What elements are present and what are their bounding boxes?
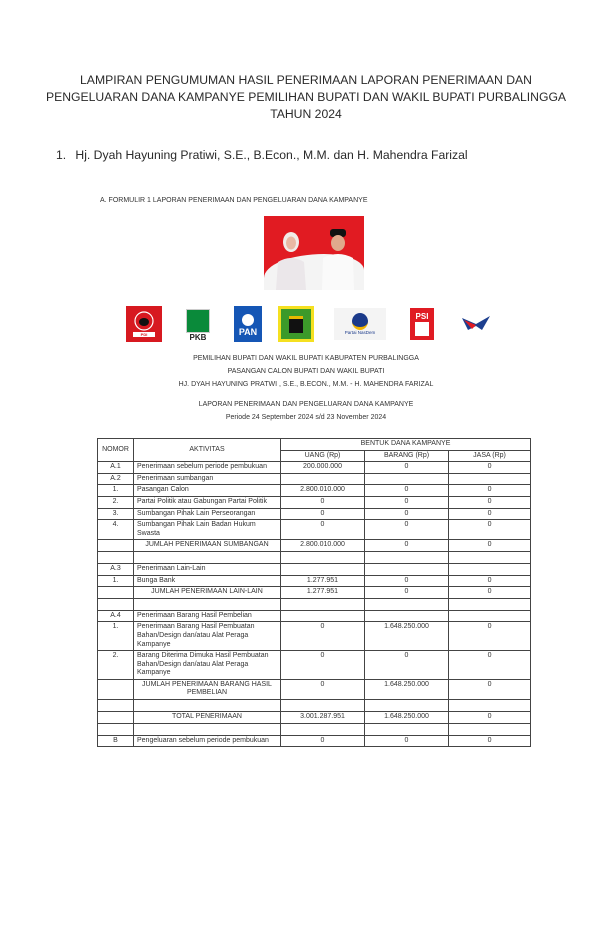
candidate-woman-figure-icon <box>276 228 306 290</box>
row-jasa: 0 <box>449 575 531 587</box>
row-activity: Sumbangan Pihak Lain Badan Hukum Swasta <box>134 520 281 540</box>
row-jasa: 0 <box>449 622 531 651</box>
candidate-pair-photo <box>264 216 364 290</box>
row-barang <box>365 598 449 610</box>
row-activity: Penerimaan Barang Hasil Pembuatan Bahan/Design dan/atau Alat Peraga Kampanye <box>134 622 281 651</box>
row-number: 1. <box>98 575 134 587</box>
row-uang: 1.277.951 <box>281 575 365 587</box>
row-barang: 0 <box>365 540 449 552</box>
row-activity <box>134 723 281 735</box>
row-number: A.4 <box>98 610 134 622</box>
row-activity: Penerimaan sebelum periode pembukuan <box>134 462 281 474</box>
row-activity: Penerimaan sumbangan <box>134 473 281 485</box>
table-spacer-row <box>98 551 531 563</box>
row-activity <box>134 700 281 712</box>
row-number: A.1 <box>98 462 134 474</box>
table-row <box>98 520 531 540</box>
row-uang: 0 <box>281 622 365 651</box>
row-number: 4. <box>98 520 134 540</box>
row-uang: 0 <box>281 679 365 699</box>
table-total-row <box>98 712 531 724</box>
table-row <box>98 610 531 622</box>
row-uang: 0 <box>281 496 365 508</box>
row-number <box>98 540 134 552</box>
row-barang <box>365 473 449 485</box>
table-row <box>98 563 531 575</box>
row-uang: 1.277.951 <box>281 587 365 599</box>
row-uang <box>281 598 365 610</box>
row-activity: TOTAL PENERIMAAN <box>134 712 281 724</box>
header-line: PASANGAN CALON BUPATI DAN WAKIL BUPATI <box>227 368 385 375</box>
col-header-jasa: JASA (Rp) <box>449 450 531 462</box>
table-row <box>98 575 531 587</box>
col-header-nomor: NOMOR <box>98 439 134 462</box>
campaign-fund-table <box>97 438 531 747</box>
row-activity <box>134 598 281 610</box>
table-total-row <box>98 679 531 699</box>
candidate-name: Hj. Dyah Hayuning Pratiwi, S.E., B.Econ., M.M. dan H. Mahendra Farizal <box>75 148 468 162</box>
party-logos <box>0 306 612 346</box>
table-row <box>98 651 531 680</box>
row-jasa <box>449 723 531 735</box>
table-spacer-row <box>98 723 531 735</box>
psi-logo-icon: PSI <box>410 308 434 340</box>
svg-text:PDI: PDI <box>140 332 148 337</box>
report-title: LAPORAN PENERIMAAN DAN PENGELUARAN DANA KAMPANYE <box>198 401 414 408</box>
row-uang <box>281 551 365 563</box>
row-barang: 0 <box>365 496 449 508</box>
row-jasa <box>449 473 531 485</box>
row-uang: 2.800.010.000 <box>281 485 365 497</box>
pkb-logo-icon: PKB <box>186 308 210 342</box>
row-barang <box>365 551 449 563</box>
table-spacer-row <box>98 598 531 610</box>
table-spacer-row <box>98 700 531 712</box>
header-line: HJ. DYAH HAYUNING PRATWI , S.E., B.ECON., M.M. - H. MAHENDRA FARIZAL <box>178 381 434 388</box>
table-total-row <box>98 540 531 552</box>
row-uang: 0 <box>281 735 365 747</box>
table-row <box>98 735 531 747</box>
row-number <box>98 723 134 735</box>
pdip-logo-icon <box>126 306 162 342</box>
row-jasa: 0 <box>449 508 531 520</box>
row-activity <box>134 551 281 563</box>
row-number: B <box>98 735 134 747</box>
report-period: Periode 24 September 2024 s/d 23 November 2024 <box>225 414 387 421</box>
row-activity: Bunga Bank <box>134 575 281 587</box>
row-barang: 0 <box>365 735 449 747</box>
table-row <box>98 508 531 520</box>
row-jasa <box>449 610 531 622</box>
col-header-aktivitas: AKTIVITAS <box>134 439 281 462</box>
ppp-logo-icon <box>278 306 314 342</box>
col-header-uang: UANG (Rp) <box>281 450 365 462</box>
row-number: 1. <box>98 622 134 651</box>
row-barang <box>365 610 449 622</box>
title-line: LAMPIRAN PENGUMUMAN HASIL PENERIMAAN LAPORAN PENERIMAAN DAN <box>80 73 532 87</box>
document-title <box>30 72 582 123</box>
row-number: A.3 <box>98 563 134 575</box>
row-barang: 0 <box>365 508 449 520</box>
row-activity: JUMLAH PENERIMAAN LAIN-LAIN <box>134 587 281 599</box>
row-barang: 0 <box>365 462 449 474</box>
row-jasa: 0 <box>449 462 531 474</box>
row-jasa: 0 <box>449 496 531 508</box>
col-header-group: BENTUK DANA KAMPANYE <box>281 439 531 451</box>
row-barang: 0 <box>365 575 449 587</box>
row-barang: 1.648.250.000 <box>365 622 449 651</box>
row-barang: 0 <box>365 520 449 540</box>
perindo-logo-icon <box>460 314 492 334</box>
row-uang: 0 <box>281 520 365 540</box>
row-number <box>98 551 134 563</box>
row-barang: 0 <box>365 587 449 599</box>
row-jasa: 0 <box>449 712 531 724</box>
row-uang: 0 <box>281 651 365 680</box>
pan-logo-icon: PAN <box>234 306 262 342</box>
candidate-number: 1. <box>56 148 67 162</box>
row-barang: 0 <box>365 651 449 680</box>
title-line: TAHUN 2024 <box>270 107 342 121</box>
table-row <box>98 496 531 508</box>
row-number: 1. <box>98 485 134 497</box>
row-jasa <box>449 598 531 610</box>
row-activity: JUMLAH PENERIMAAN BARANG HASIL PEMBELIAN <box>134 679 281 699</box>
table-row <box>98 473 531 485</box>
row-activity: Pasangan Calon <box>134 485 281 497</box>
row-activity: JUMLAH PENERIMAAN SUMBANGAN <box>134 540 281 552</box>
form-heading: A. FORMULIR 1 LAPORAN PENERIMAAN DAN PENGELUARAN DANA KAMPANYE <box>100 197 368 204</box>
row-jasa <box>449 700 531 712</box>
header-line: PEMILIHAN BUPATI DAN WAKIL BUPATI KABUPATEN PURBALINGGA <box>193 355 419 362</box>
row-jasa: 0 <box>449 485 531 497</box>
col-header-barang: BARANG (Rp) <box>365 450 449 462</box>
row-number: 3. <box>98 508 134 520</box>
row-jasa: 0 <box>449 735 531 747</box>
row-barang: 1.648.250.000 <box>365 712 449 724</box>
row-uang <box>281 700 365 712</box>
row-barang <box>365 700 449 712</box>
row-number <box>98 700 134 712</box>
row-uang: 2.800.010.000 <box>281 540 365 552</box>
row-activity: Partai Politik atau Gabungan Partai Politik <box>134 496 281 508</box>
row-number <box>98 679 134 699</box>
row-uang <box>281 723 365 735</box>
row-number: A.2 <box>98 473 134 485</box>
row-jasa: 0 <box>449 651 531 680</box>
row-uang: 200.000.000 <box>281 462 365 474</box>
row-barang <box>365 723 449 735</box>
row-barang <box>365 563 449 575</box>
row-jasa <box>449 551 531 563</box>
table-row <box>98 485 531 497</box>
row-barang: 0 <box>365 485 449 497</box>
table-row <box>98 462 531 474</box>
row-activity: Barang Diterima Dimuka Hasil Pembuatan Bahan/Design dan/atau Alat Peraga Kampanye <box>134 651 281 680</box>
row-jasa: 0 <box>449 540 531 552</box>
election-header <box>100 352 512 391</box>
row-uang: 3.001.287.951 <box>281 712 365 724</box>
row-uang: 0 <box>281 508 365 520</box>
row-number: 2. <box>98 651 134 680</box>
candidate-man-figure-icon <box>322 226 354 290</box>
row-uang <box>281 610 365 622</box>
candidate-item <box>56 148 468 162</box>
row-jasa: 0 <box>449 587 531 599</box>
row-barang: 1.648.250.000 <box>365 679 449 699</box>
row-number: 2. <box>98 496 134 508</box>
row-activity: Sumbangan Pihak Lain Perseorangan <box>134 508 281 520</box>
row-number <box>98 598 134 610</box>
nasdem-logo-icon: Partai NasDem <box>334 308 386 340</box>
row-uang <box>281 473 365 485</box>
row-number <box>98 712 134 724</box>
row-activity: Penerimaan Lain-Lain <box>134 563 281 575</box>
row-jasa: 0 <box>449 679 531 699</box>
row-jasa <box>449 563 531 575</box>
table-body <box>98 462 531 747</box>
row-number <box>98 587 134 599</box>
row-activity: Pengeluaran sebelum periode pembukuan <box>134 735 281 747</box>
row-jasa: 0 <box>449 520 531 540</box>
row-activity: Penerimaan Barang Hasil Pembelian <box>134 610 281 622</box>
table-total-row <box>98 587 531 599</box>
title-line: PENGELUARAN DANA KAMPANYE PEMILIHAN BUPATI DAN WAKIL BUPATI PURBALINGGA <box>45 90 567 104</box>
row-uang <box>281 563 365 575</box>
table-row <box>98 622 531 651</box>
